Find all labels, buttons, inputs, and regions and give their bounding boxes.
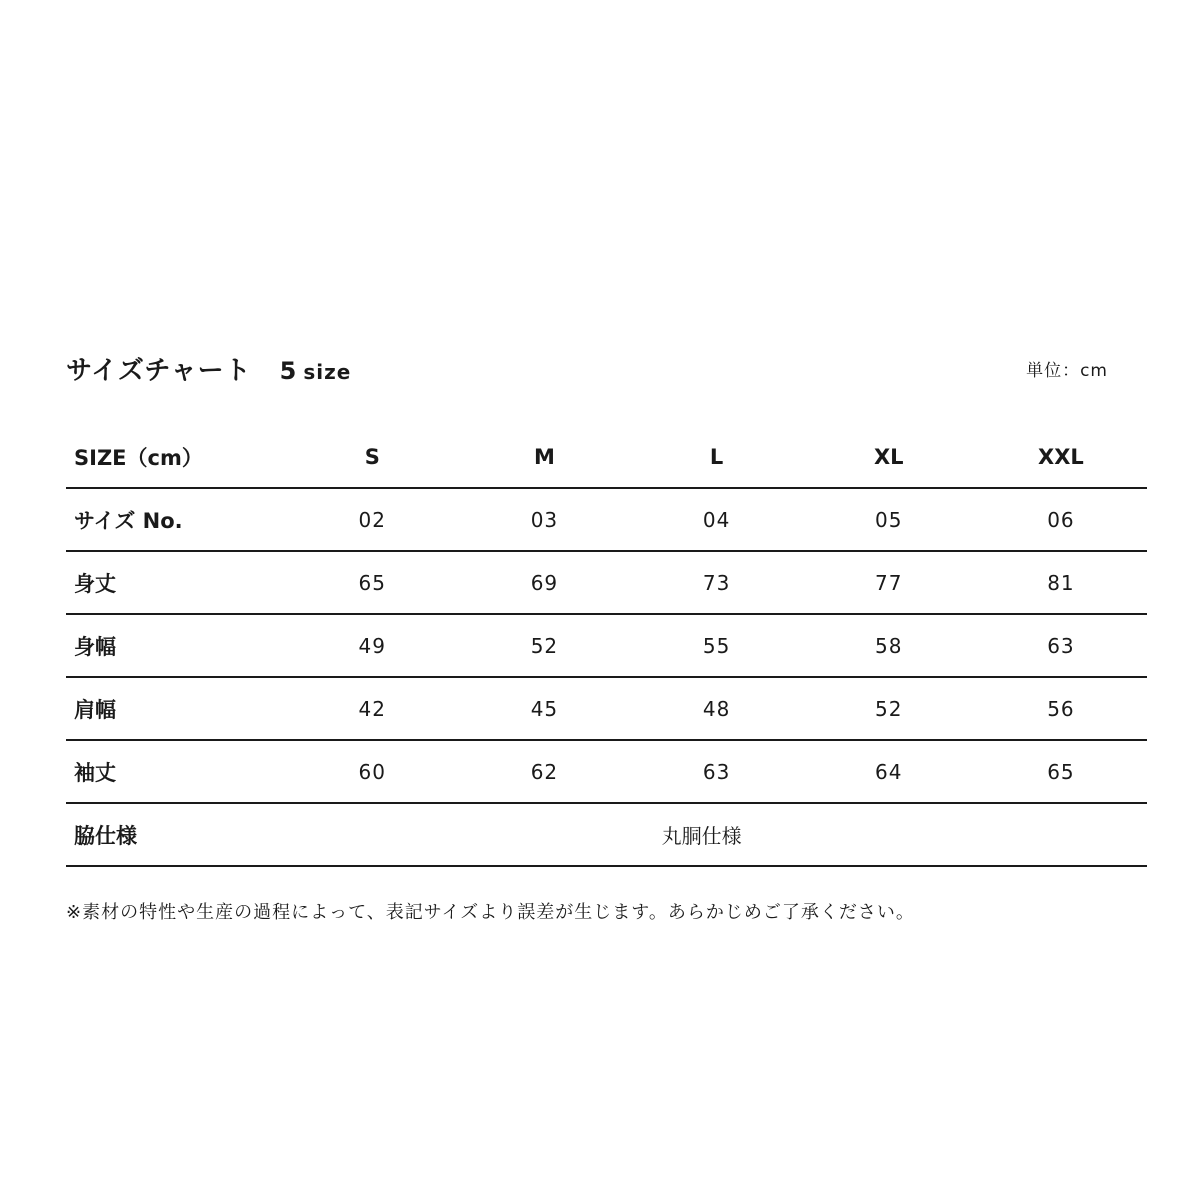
unit-label: 単位：cm (1026, 361, 1108, 381)
value-cell: 63 (975, 614, 1147, 677)
table-row (66, 551, 1147, 614)
row-label-cell: 身丈 (66, 551, 286, 614)
row-label-cell: 袖丈 (66, 740, 286, 803)
size-header-cell: S (286, 426, 458, 488)
value-cell: 03 (458, 488, 630, 551)
value-cell: 42 (286, 677, 458, 740)
value-cell: 02 (286, 488, 458, 551)
table-header-row (66, 426, 1147, 488)
value-cell: 77 (803, 551, 975, 614)
value-cell: 55 (631, 614, 803, 677)
table-row-side-spec (66, 803, 1147, 866)
value-cell: 65 (975, 740, 1147, 803)
value-cell: 49 (286, 614, 458, 677)
side-spec-value: 丸胴仕様 (286, 803, 1147, 866)
size-header-cell: L (631, 426, 803, 488)
row-label-cell: 身幅 (66, 614, 286, 677)
footnote: ※素材の特性や生産の過程によって、表記サイズより誤差が生じます。あらかじめご了承ください。 (66, 902, 915, 923)
value-cell: 04 (631, 488, 803, 551)
header-label-cell: SIZE（cm） (66, 426, 286, 488)
value-cell: 56 (975, 677, 1147, 740)
value-cell: 06 (975, 488, 1147, 551)
value-cell: 62 (458, 740, 630, 803)
row-label-cell: 肩幅 (66, 677, 286, 740)
value-cell: 05 (803, 488, 975, 551)
size-table (66, 426, 1147, 867)
size-header-cell: XXL (975, 426, 1147, 488)
size-header-cell: M (458, 426, 630, 488)
table-row (66, 677, 1147, 740)
row-label-cell: サイズ No. (66, 488, 286, 551)
size-count: 5 (279, 357, 298, 385)
value-cell: 60 (286, 740, 458, 803)
value-cell: 52 (803, 677, 975, 740)
table-row (66, 740, 1147, 803)
title-text: サイズチャート (66, 356, 252, 386)
chart-header (66, 350, 1146, 390)
value-cell: 64 (803, 740, 975, 803)
value-cell: 81 (975, 551, 1147, 614)
value-cell: 52 (458, 614, 630, 677)
size-word: size (303, 360, 352, 384)
row-label-cell: 脇仕様 (66, 803, 286, 866)
value-cell: 73 (631, 551, 803, 614)
value-cell: 58 (803, 614, 975, 677)
value-cell: 69 (458, 551, 630, 614)
value-cell: 65 (286, 551, 458, 614)
table-row (66, 614, 1147, 677)
value-cell: 48 (631, 677, 803, 740)
table-row (66, 488, 1147, 551)
value-cell: 45 (458, 677, 630, 740)
size-header-cell: XL (803, 426, 975, 488)
page-title (66, 350, 351, 387)
value-cell: 63 (631, 740, 803, 803)
